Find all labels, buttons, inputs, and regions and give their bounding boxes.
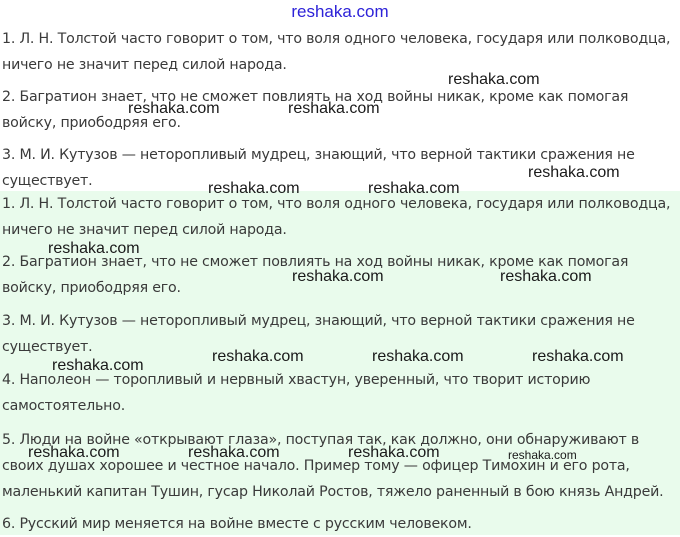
watermark: reshaka.com xyxy=(128,100,220,117)
watermark: reshaka.com xyxy=(188,444,280,461)
watermark: reshaka.com xyxy=(500,268,592,285)
watermark: reshaka.com xyxy=(212,348,304,365)
list-item: 1. Л. Н. Толстой часто говорит о том, что воля одного человека, государя или полководца, ничего не значит перед силой народа. xyxy=(2,196,671,238)
watermark: reshaka.com xyxy=(348,444,440,461)
list-item: 4. Наполеон — торопливый и нервный хвастун, уверенный, что творит историю самостоятельно. xyxy=(2,372,591,414)
watermark: reshaka.com xyxy=(288,100,380,117)
watermark: reshaka.com xyxy=(28,444,120,461)
watermark: reshaka.com xyxy=(448,71,540,88)
watermark: reshaka.com xyxy=(528,164,620,181)
list-item: 3. М. И. Кутузов — неторопливый мудрец, знающий, что верной тактики сражения не существует. xyxy=(2,147,635,189)
list-item: 2. Багратион знает, что не сможет повлиять на ход войны никак, кроме как помогая войску, приободряя его. xyxy=(2,89,629,131)
list-item: 1. Л. Н. Толстой часто говорит о том, что воля одного человека, государя или полководца, ничего не значит перед силой народа. xyxy=(2,31,671,73)
site-brand: reshaka.com xyxy=(291,2,389,21)
watermark: reshaka.com xyxy=(48,240,140,257)
watermark: reshaka.com xyxy=(52,357,144,374)
list-item: 5. Люди на войне «открывают глаза», поступая так, как должно, они обнаруживают в своих душах хорошее и честное начало. Пример тому — офицер Тимохин и его рота, маленький капитан Тушин, гусар Николай Ростов, тяжело раненный в бою князь Андрей. xyxy=(2,432,664,500)
list-item: 2. Багратион знает, что не сможет повлиять на ход войны никак, кроме как помогая войску, приободряя его. xyxy=(2,254,629,296)
watermark: reshaka.com xyxy=(508,448,577,462)
watermark: reshaka.com xyxy=(372,348,464,365)
watermark: reshaka.com xyxy=(292,268,384,285)
watermark: reshaka.com xyxy=(368,180,460,197)
list-item: 6. Русский мир меняется на войне вместе с русским человеком. xyxy=(2,516,472,532)
watermark: reshaka.com xyxy=(208,180,300,197)
list-item: 3. М. И. Кутузов — неторопливый мудрец, знающий, что верной тактики сражения не существует. xyxy=(2,313,635,355)
watermark: reshaka.com xyxy=(532,348,624,365)
